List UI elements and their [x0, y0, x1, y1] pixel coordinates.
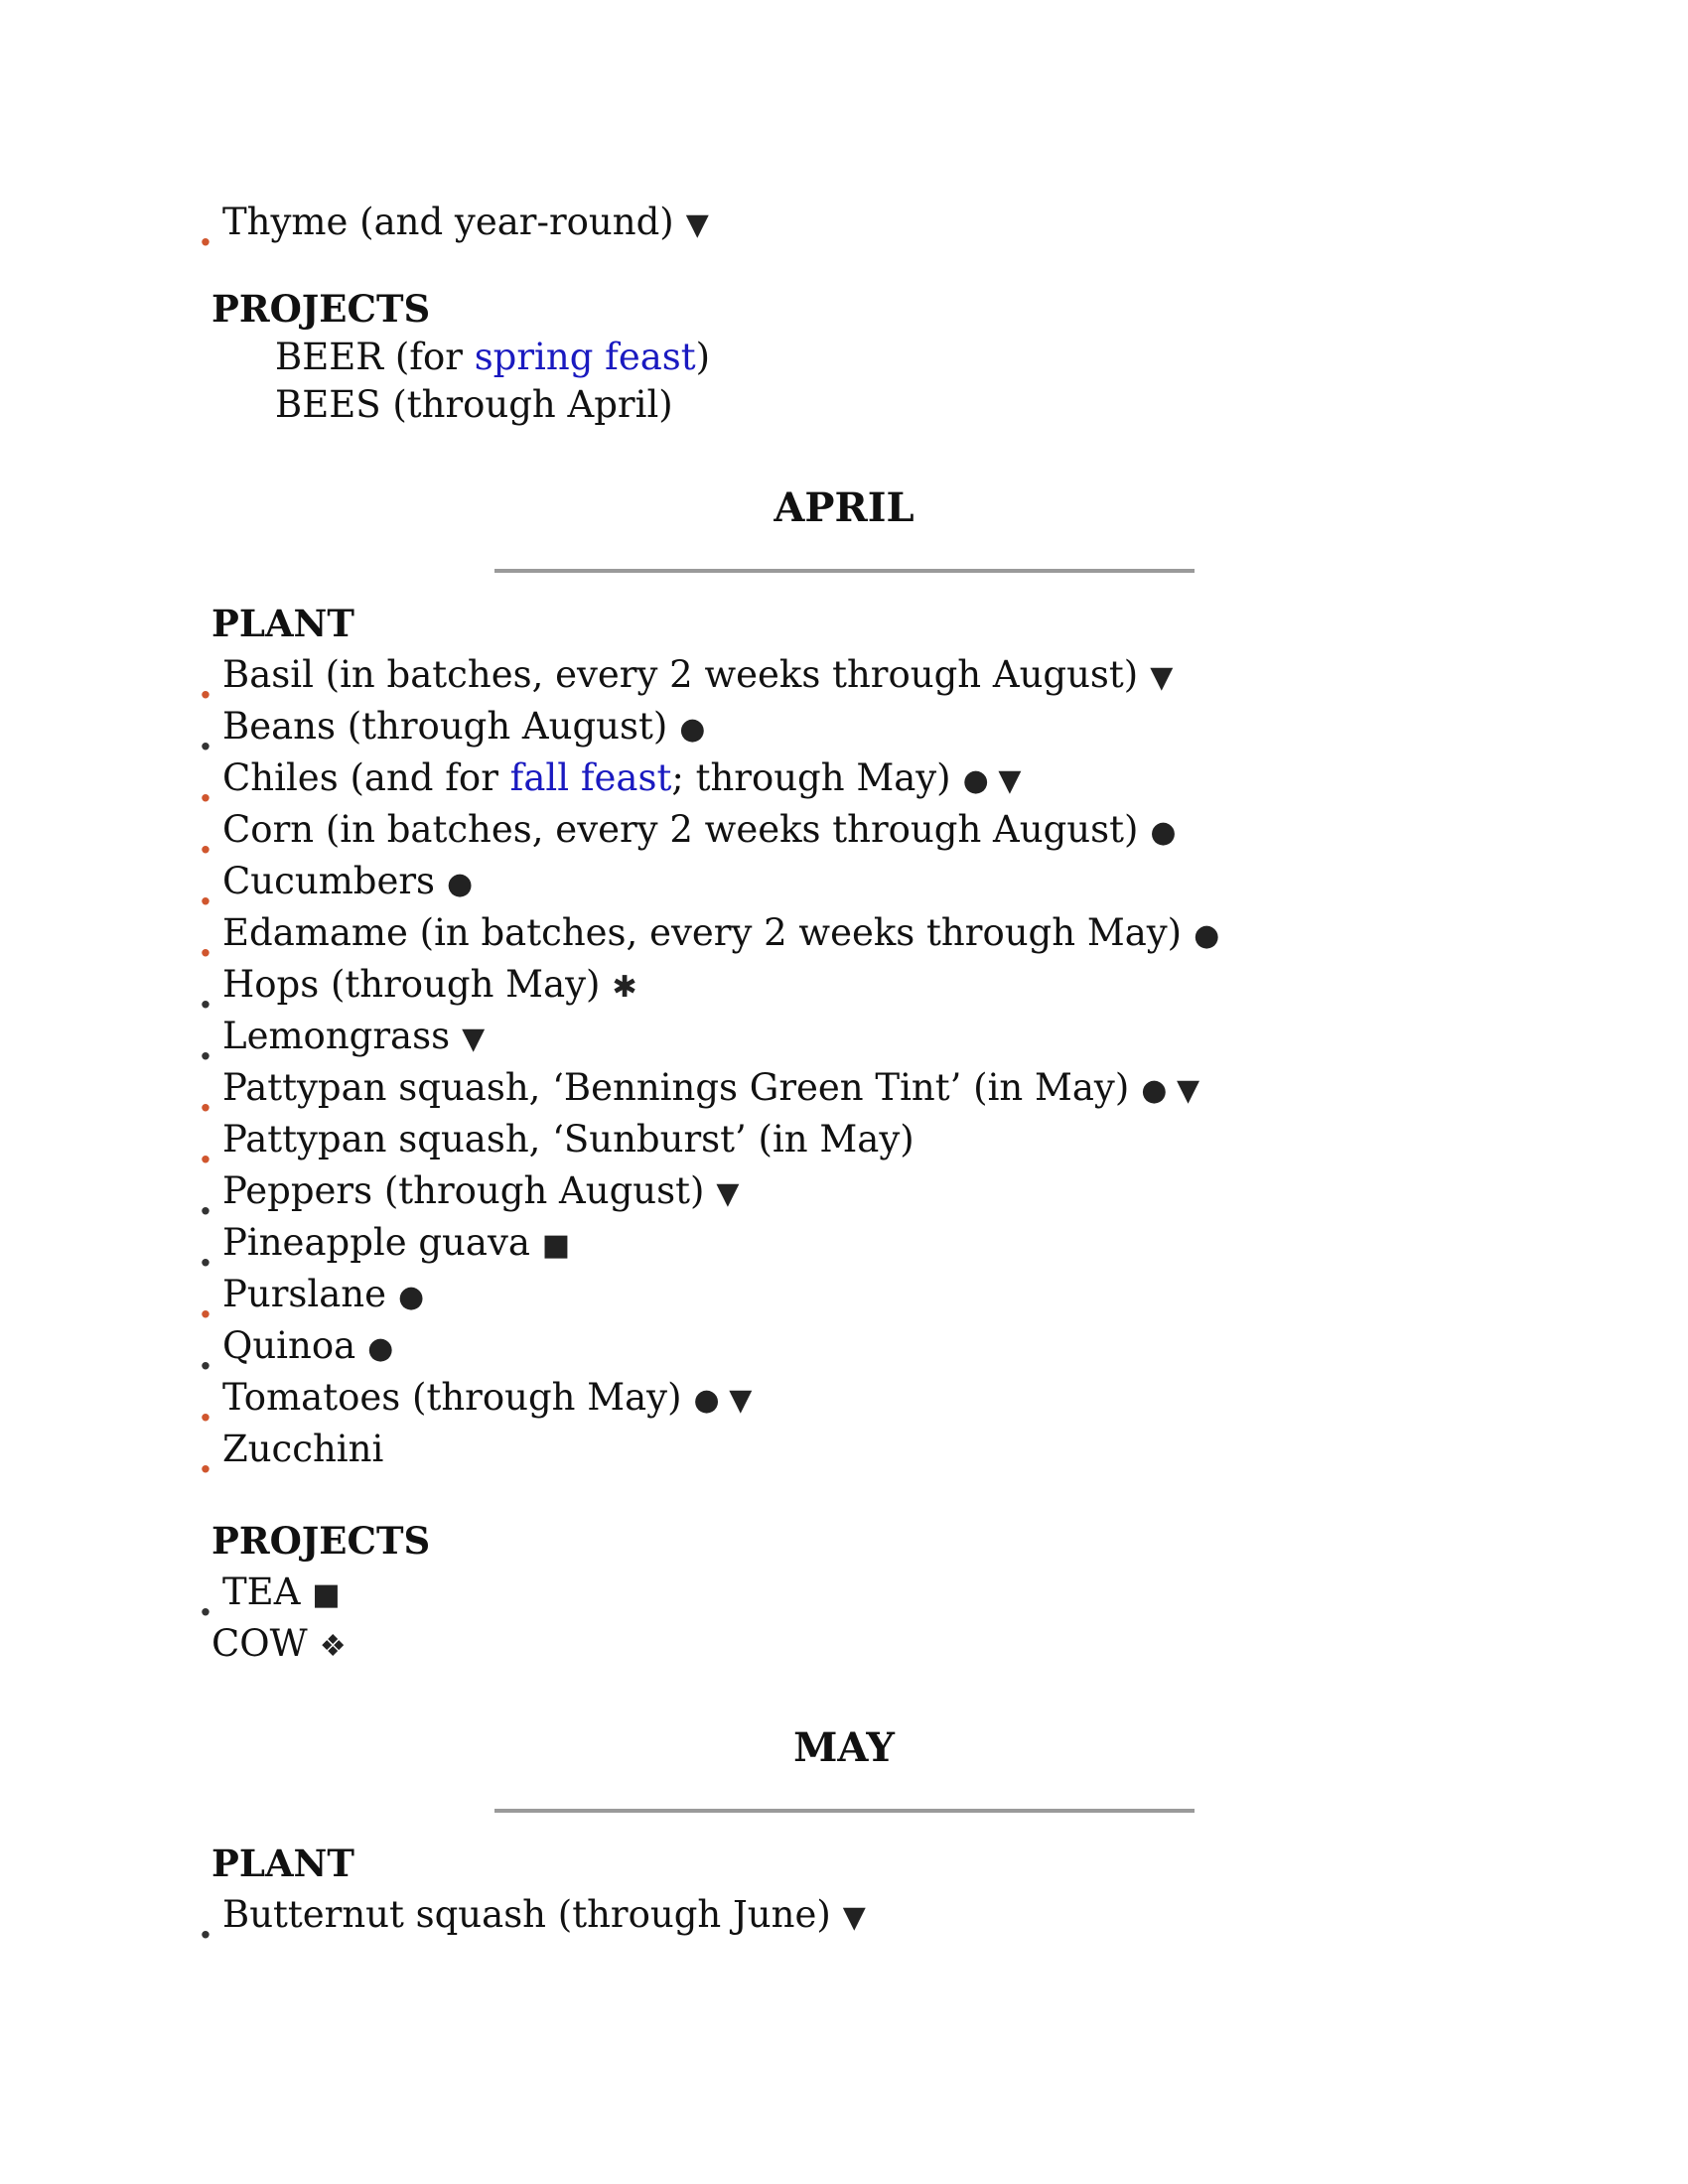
plant-heading: PLANT [211, 1842, 354, 1885]
circle-icon: ● [1150, 815, 1177, 850]
triangle-icon: ▼ [842, 1900, 866, 1935]
project-bees: BEES (through April) [275, 383, 673, 426]
bullet-dot: . [199, 868, 212, 914]
bullet-dot: . [199, 208, 212, 255]
list-item: . Chiles (and for fall feast; through May) ● ▼ [0, 752, 1688, 804]
square-icon: ■ [541, 1228, 571, 1263]
list-item: . Butternut squash (through June) ▼ [0, 1889, 1688, 1941]
list-item: . Tomatoes (through May) ● ▼ [0, 1372, 1688, 1424]
divider [494, 569, 1195, 573]
list-item [0, 197, 1688, 255]
list-item: . Corn (in batches, every 2 weeks through August) ● [0, 804, 1688, 856]
bullet-dot: . [199, 919, 212, 966]
bullet-dot: . [199, 1435, 212, 1482]
triangle-icon: ▼ [462, 1022, 486, 1056]
spring-feast-link[interactable]: spring feast [474, 336, 696, 378]
circle-triangle-icon: ● ▼ [693, 1383, 753, 1418]
list-item: . Peppers (through August) ▼ [0, 1165, 1688, 1217]
month-title-may: MAY [793, 1724, 895, 1771]
bullet-dot: . [199, 713, 212, 759]
bullet-dot: . [199, 1074, 212, 1121]
bullet-dot: . [199, 1384, 212, 1431]
circle-icon: ● [447, 867, 474, 901]
circle-triangle-icon: ● ▼ [962, 763, 1022, 798]
triangle-icon: ▼ [685, 207, 709, 242]
projects-heading: PROJECTS [211, 1519, 431, 1563]
bullet-dot: . [199, 1126, 212, 1172]
list-item: . Lemongrass ▼ [0, 1011, 1688, 1062]
bullet-dot: . [199, 1023, 212, 1069]
square-icon: ■ [312, 1577, 341, 1612]
list-item: . Purslane ● [0, 1269, 1688, 1320]
list-item: . TEA ■ [0, 1567, 1688, 1618]
list-item: . Pineapple guava ■ [0, 1217, 1688, 1269]
bullet-dot: . [199, 1229, 212, 1276]
march-plant-list [0, 197, 1688, 255]
plant-heading: PLANT [211, 602, 354, 645]
item-text: Thyme (and year-round) [222, 201, 674, 243]
bullet-dot: . [199, 1901, 212, 1948]
list-item: . Cucumbers ● [0, 856, 1688, 907]
list-item: . Zucchini [0, 1424, 1688, 1475]
bullet-dot: . [199, 1332, 212, 1379]
list-item: . Hops (through May) ✱ [0, 959, 1688, 1011]
bullet-dot: . [199, 971, 212, 1018]
divider [494, 1809, 1195, 1813]
triangle-icon: ▼ [716, 1176, 740, 1211]
april-plant-list [0, 649, 1688, 1482]
bullet-dot: . [199, 661, 212, 708]
list-item: . Pattypan squash, ‘Bennings Green Tint’ (in May) ● ▼ [0, 1062, 1688, 1114]
projects-heading: PROJECTS [211, 287, 431, 331]
list-item: . Edamame (in batches, every 2 weeks through May) ● [0, 907, 1688, 959]
diamond-cross-icon: ❖ [319, 1629, 347, 1664]
circle-icon: ● [398, 1280, 425, 1314]
list-item: . Pattypan squash, ‘Sunburst’ (in May) [0, 1114, 1688, 1165]
list-item: . Basil (in batches, every 2 weeks through August) ▼ [0, 649, 1688, 701]
circle-triangle-icon: ● ▼ [1141, 1073, 1200, 1108]
project-beer: BEER (for spring feast) [275, 336, 711, 378]
may-plant-list [0, 1889, 1688, 1948]
bullet-dot: . [199, 764, 212, 811]
asterisk-icon: ✱ [612, 970, 637, 1005]
list-item: COW ❖ [211, 1622, 347, 1665]
list-item: . Quinoa ● [0, 1320, 1688, 1372]
april-projects-list [0, 1567, 1688, 1670]
bullet-dot: . [199, 816, 212, 863]
bullet-dot: . [199, 1578, 212, 1625]
triangle-icon: ▼ [1150, 660, 1174, 695]
fall-feast-link[interactable]: fall feast [509, 756, 672, 799]
circle-icon: ● [1194, 918, 1220, 953]
circle-icon: ● [679, 712, 706, 747]
bullet-dot: . [199, 1177, 212, 1224]
circle-icon: ● [367, 1331, 394, 1366]
bullet-dot: . [199, 1281, 212, 1327]
month-title-april: APRIL [774, 484, 914, 531]
list-item: . Beans (through August) ● [0, 701, 1688, 752]
